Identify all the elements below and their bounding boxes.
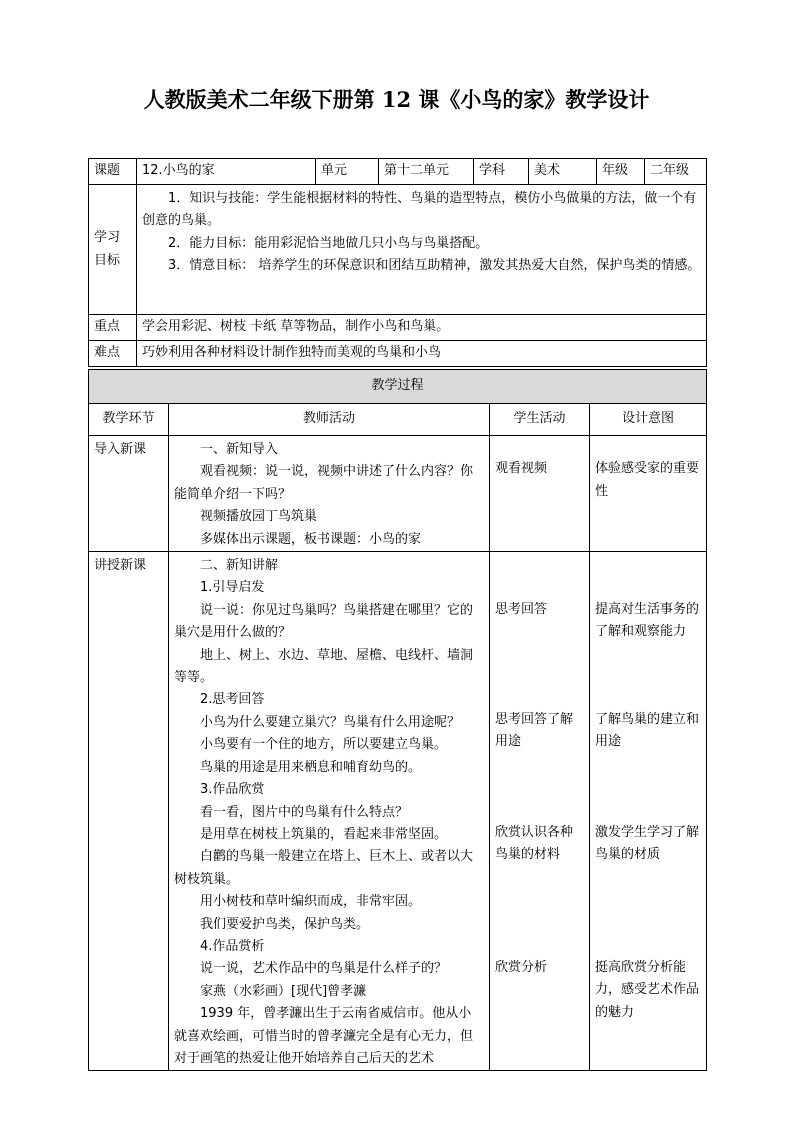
info-table: [88, 158, 707, 367]
page-title: 人教版美术二年级下册第 12 课《小鸟的家》教学设计: [143, 87, 650, 112]
teach-stage: 讲授新课: [89, 552, 169, 1071]
intro-student-text: 观看视频: [495, 461, 548, 477]
s4-line-2: 家燕（水彩画）[现代]曾孝濂: [200, 983, 367, 999]
s2-line-2: 小鸟要有一个住的地方，所以要建立鸟巢。: [200, 737, 448, 753]
unit-label: 单元: [316, 159, 379, 185]
subject-label: 学科: [474, 159, 529, 185]
goals-label-line2: 目标: [94, 252, 121, 268]
s3-student: 欣赏认识各种鸟巢的材料: [495, 825, 574, 863]
intro-intent-text: 体验感受家的重要性: [595, 461, 700, 499]
intro-line-3: 视频播放园丁鸟筑巢: [200, 509, 318, 525]
s2-intent: 了解鸟巢的建立和用途: [595, 712, 700, 750]
subject-value: 美术: [529, 159, 597, 185]
s3-line-1: 看一看，图片中的鸟巢有什么特点？: [200, 804, 409, 820]
s2-line-1: 小鸟为什么要建立巢穴？鸟巢有什么用途呢？: [200, 714, 461, 730]
s4-student: 欣赏分析: [495, 960, 548, 976]
course-label: 课题: [89, 159, 137, 185]
grade-value: 二年级: [645, 159, 707, 185]
teach-intent: [590, 552, 707, 1071]
goals-cell: [137, 185, 707, 315]
teach-header: 二、新知讲解: [200, 558, 279, 574]
goals-label-line1: 学习: [94, 230, 121, 246]
s1-line-2: 地上、树上、水边、草地、屋檐、电线杆、墙洞等等。: [174, 647, 474, 686]
s1-title: 1.引导启发: [200, 580, 265, 596]
s3-line-3: 白鹳的鸟巢一般建立在塔上、巨木上、或者以大树枝筑巢。: [174, 849, 474, 887]
s4-title: 4.作品赏析: [200, 938, 265, 954]
grade-label: 年级: [597, 159, 645, 185]
process-table: [88, 369, 707, 1071]
goal-1: 1．知识与技能：学生能根据材料的特性、鸟巢的造型特点，模仿小鸟做巢的方法，做一个有创意的鸟巢。: [142, 191, 697, 229]
s2-line-3: 鸟巢的用途是用来栖息和哺育幼鸟的。: [200, 759, 422, 775]
goal-3: 3．情意目标： 培养学生的环保意识和团结互助精神，激发其热爱大自然，保护鸟类的情感。: [168, 258, 701, 274]
intro-line-1: 一、新知导入: [200, 442, 279, 457]
s4-line-1: 说一说，艺术作品中的鸟巢是什么样子的？: [200, 961, 448, 977]
col-intent: 设计意图: [590, 404, 707, 436]
s2-student: 思考回答了解用途: [495, 712, 574, 750]
s1-student: 思考回答: [495, 602, 548, 618]
teach-student: [490, 552, 590, 1071]
s4-intent: 挺高欣赏分析能力，感受艺术作品的魅力: [595, 960, 700, 1020]
s1-intent: 提高对生活事务的了解和观察能力: [595, 602, 700, 640]
intro-student: [490, 436, 590, 552]
intro-line-2: 观看视频：说一说，视频中讲述了什么内容？你能简单介绍一下吗？: [174, 464, 474, 502]
key-label: 重点: [89, 315, 137, 341]
key-value: 学会用彩泥、树枝 卡纸 草等物品，制作小鸟和鸟巢。: [137, 315, 707, 341]
intro-stage: 导入新课: [89, 436, 169, 552]
difficult-label: 难点: [89, 341, 137, 367]
s3-intent: 激发学生学习了解鸟巢的材质: [595, 825, 700, 863]
goal-2: 2．能力目标：能用彩泥恰当地做几只小鸟与鸟巢搭配。: [168, 235, 489, 251]
col-teacher: 教师活动: [169, 404, 490, 436]
s3-line-5: 我们要爱护鸟类，保护鸟类。: [200, 916, 370, 932]
intro-line-4: 多媒体出示课题，板书课题：小鸟的家: [200, 531, 422, 547]
s2-title: 2.思考回答: [200, 692, 265, 708]
s3-line-2: 是用草在树枝上筑巢的，看起来非常坚固。: [200, 826, 448, 842]
s4-line-3: 1939 年，曾孝濂出生于云南省威信市。他从小就喜欢绘画，可惜当时的曾孝濂完全是有心无力，但对于画笔的热爱让他开始培养自己后天的艺术: [174, 1006, 474, 1066]
s3-line-4: 用小树枝和草叶编织而成，非常牢固。: [200, 894, 422, 910]
intro-teacher: [169, 436, 490, 552]
unit-value: 第十二单元: [379, 159, 474, 185]
goals-label: [89, 185, 137, 315]
process-heading: 教学过程: [89, 370, 707, 404]
s1-line-1: 说一说：你见过鸟巢吗？鸟巢搭建在哪里？它的巢穴是用什么做的？: [174, 602, 474, 641]
s3-title: 3.作品欣赏: [200, 782, 265, 798]
teach-teacher: [169, 552, 490, 1071]
col-stage: 教学环节: [89, 404, 169, 436]
course-value: 12.小鸟的家: [137, 159, 316, 185]
difficult-value: 巧妙利用各种材料设计制作独特而美观的鸟巢和小鸟: [137, 341, 707, 367]
col-student: 学生活动: [490, 404, 590, 436]
intro-intent: [590, 436, 707, 552]
